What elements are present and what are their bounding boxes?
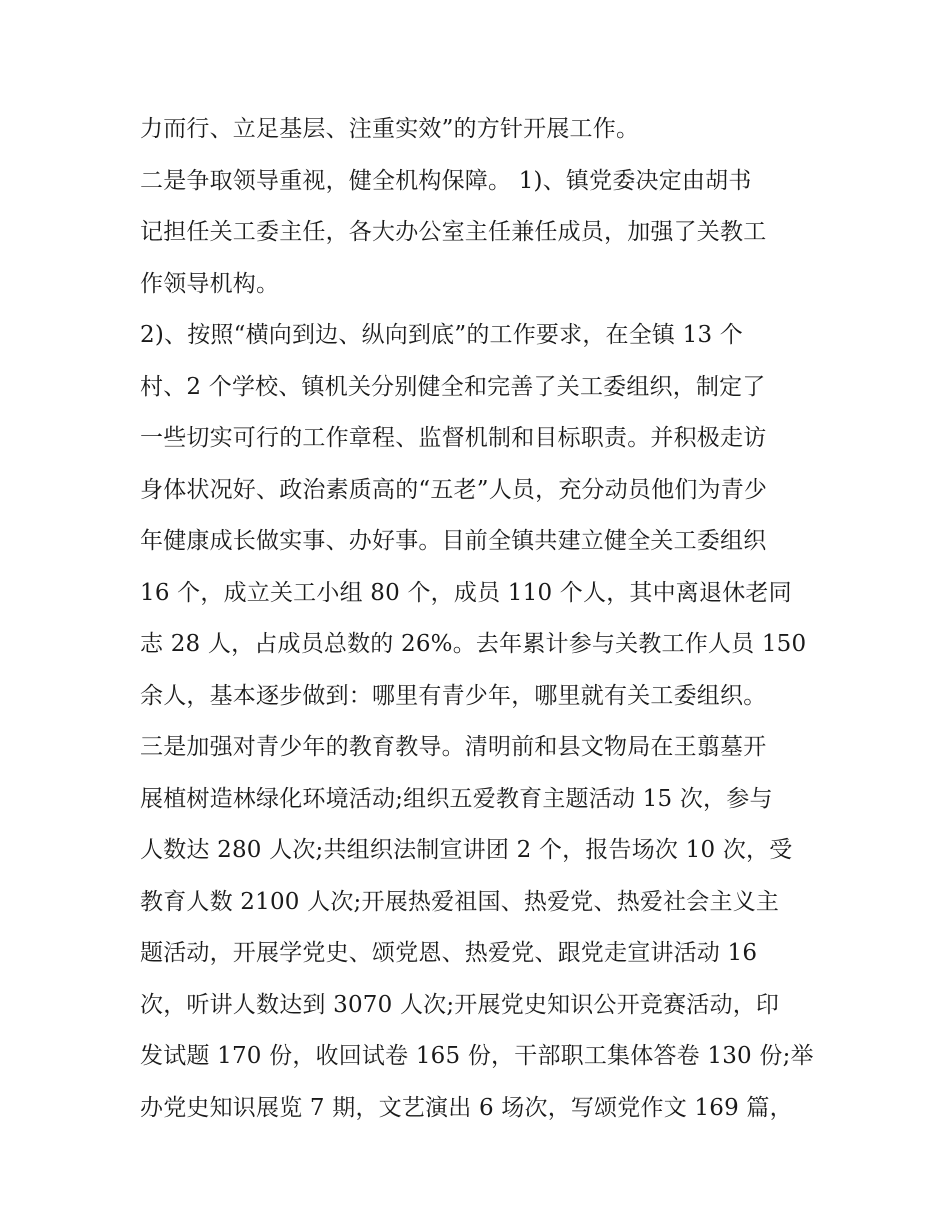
- text-line: 展植树造林绿化环境活动;组织五爱教育主题活动 15 次，参与: [140, 785, 773, 812]
- text-line: 作领导机构。: [140, 270, 280, 297]
- text-line: 人数达 280 人次;共组织法制宣讲团 2 个，报告场次 10 次，受: [140, 837, 793, 863]
- text-line: 题活动，开展学党史、颂党恩、热爱党、跟党走宣讲活动 16: [140, 940, 758, 966]
- text-line: 一些切实可行的工作章程、监督机制和目标职责。并积极走访: [140, 425, 767, 451]
- text-line: 余人，基本逐步做到：哪里有青少年，哪里就有关工委组织。: [140, 682, 767, 709]
- text-line: 发试题 170 份，收回试卷 165 份，干部职工集体答卷 130 份;举: [140, 1043, 814, 1069]
- text-line: 教育人数 2100 人次;开展热爱祖国、热爱党、热爱社会主义主: [140, 888, 780, 915]
- text-line: 办党史知识展览 7 期，文艺演出 6 场次，写颂党作文 169 篇，: [140, 1094, 793, 1121]
- text-line: 记担任关工委主任，各大办公室主任兼任成员，加强了关教工: [140, 219, 767, 245]
- text-line: 2)、按照“横向到边、纵向到底”的工作要求，在全镇 13 个: [140, 322, 744, 348]
- text-line: 次，听讲人数达到 3070 人次;开展党史知识公开竞赛活动，印: [140, 991, 780, 1018]
- text-line: 16 个，成立关工小组 80 个，成员 110 个人，其中离退休老同: [140, 579, 792, 606]
- text-line: 年健康成长做实事、办好事。目前全镇共建立健全关工委组织: [140, 528, 767, 554]
- text-line: 二是争取领导重视，健全机构保障。 1)、镇党委决定由胡书: [140, 167, 752, 194]
- text-line: 身体状况好、政治素质高的“五老”人员，充分动员他们为青少: [140, 476, 768, 503]
- body-text: [140, 108, 840, 1138]
- text-line: 三是加强对青少年的教育教导。清明前和县文物局在王翦墓开: [140, 734, 767, 760]
- text-line: 力而行、立足基层、注重实效”的方针开展工作。: [140, 116, 640, 142]
- text-line: 村、2 个学校、镇机关分别健全和完善了关工委组织，制定了: [140, 373, 766, 400]
- text-line: 志 28 人，占成员总数的 26%。去年累计参与关教工作人员 150: [140, 631, 807, 657]
